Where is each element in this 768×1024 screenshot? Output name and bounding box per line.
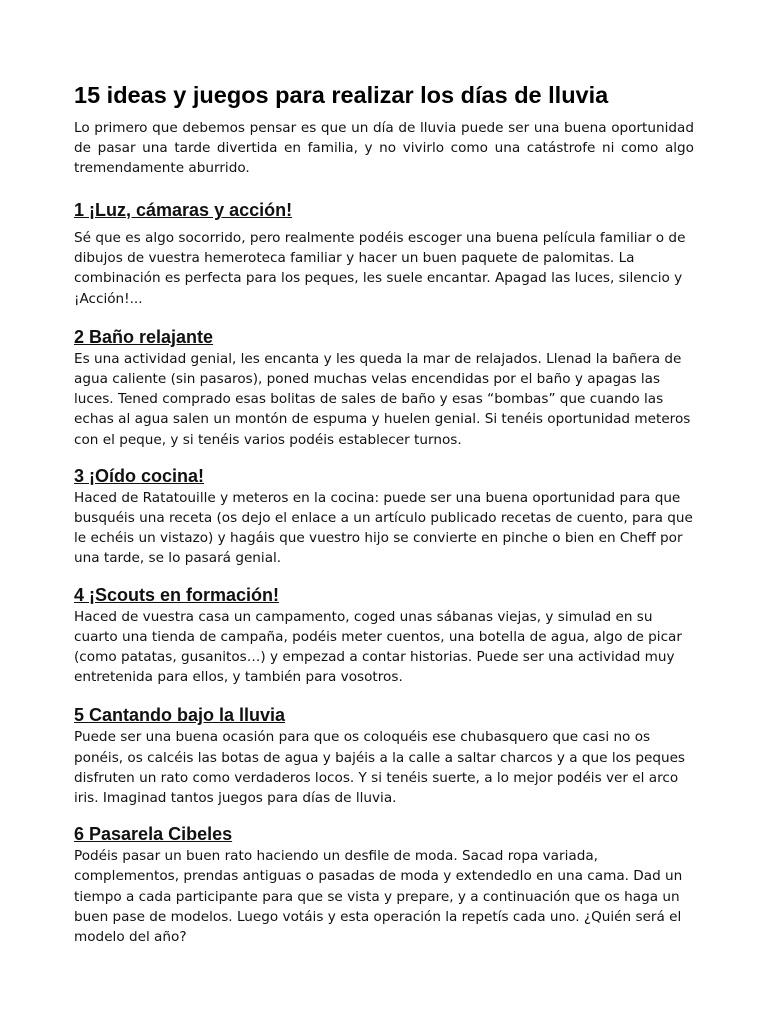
section-heading: 4 ¡Scouts en formación! (74, 584, 280, 605)
section-3 (74, 464, 694, 569)
section-body: Puede ser una buena ocasión para que os coloquéis ese chubasquero que casi no os ponéis, os calcéis las botas de agua y bajéis a la calle a saltar charcos y a que los peques disfruten un rato como verdaderos locos. Y si tenéis suerte, a lo mejor podéis ver el arco iris. Imaginad tantos juegos para días de lluvia. (74, 729, 686, 807)
section-body: Es una actividad genial, les encanta y les queda la mar de relajados. Llenad la bañera de agua caliente (sin pasaros), poned muchas velas encendidas por el baño y apagas las luces. Tened comprado esas bolitas de sales de baño y esas “bombas” que cuando las echas al agua salen un montón de espuma y huelen genial. Si tenéis oportunidad meteros con el peque, y si tenéis varios podéis establecer turnos. (74, 350, 691, 448)
intro-paragraph: Lo primero que debemos pensar es que un día de lluvia puede ser una buena oportunidad de pasar una tarde divertida en familia, y no vivirlo como una catástrofe ni como algo tremendamente aburrido. (74, 120, 694, 176)
section-4 (74, 583, 694, 688)
section-2 (74, 325, 694, 450)
section-heading: 2 Baño relajante (74, 326, 214, 347)
section-body: Sé que es algo socorrido, pero realmente podéis escoger una buena película familiar o de dibujos de vuestra hemeroteca familiar y hacer un buen paquete de palomitas. La combinación es perfecta para los peques, les suele encantar. Apagad las luces, silencio y ¡Acción!... (74, 230, 686, 307)
section-heading: 3 ¡Oído cocina! (74, 465, 205, 486)
section-body: Haced de vuestra casa un campamento, coged unas sábanas viejas, y simulad en su cuarto una tienda de campaña, podéis meter cuentos, una botella de agua, algo de picar (como patatas, gusanitos…) y empezad a contar historias. Puede ser una actividad muy entretenida para ellos, y también para vosotros. (74, 608, 682, 686)
section-body: Podéis pasar un buen rato haciendo un desfile de moda. Sacad ropa variada, complementos, prendas antiguas o pasadas de moda y extendedlo en una cama. Dad un tiempo a cada participante para que se vista y prepare, y a continuación que os haga un buen pase de modelos. Luego votáis y esta operación la repetís cada uno. ¿Quién será el modelo del año? (74, 848, 683, 946)
section-heading: 1 ¡Luz, cámaras y acción! (74, 200, 293, 220)
section-body: Haced de Ratatouille y meteros en la cocina: puede ser una buena oportunidad para que busquéis una receta (os dejo el enlace a un artículo publicado recetas de cuento, para que le echéis un vistazo) y hagáis que vuestro hijo se convierte en pinche o bien en Cheff por una tarde, se lo pasará genial. (74, 489, 693, 567)
section-5 (74, 703, 694, 808)
section-6 (74, 822, 694, 947)
document-title: 15 ideas y juegos para realizar los días de lluvia (74, 82, 609, 108)
section-1 (74, 198, 694, 309)
section-heading: 5 Cantando bajo la lluvia (74, 705, 286, 726)
section-heading: 6 Pasarela Cibeles (74, 824, 233, 845)
